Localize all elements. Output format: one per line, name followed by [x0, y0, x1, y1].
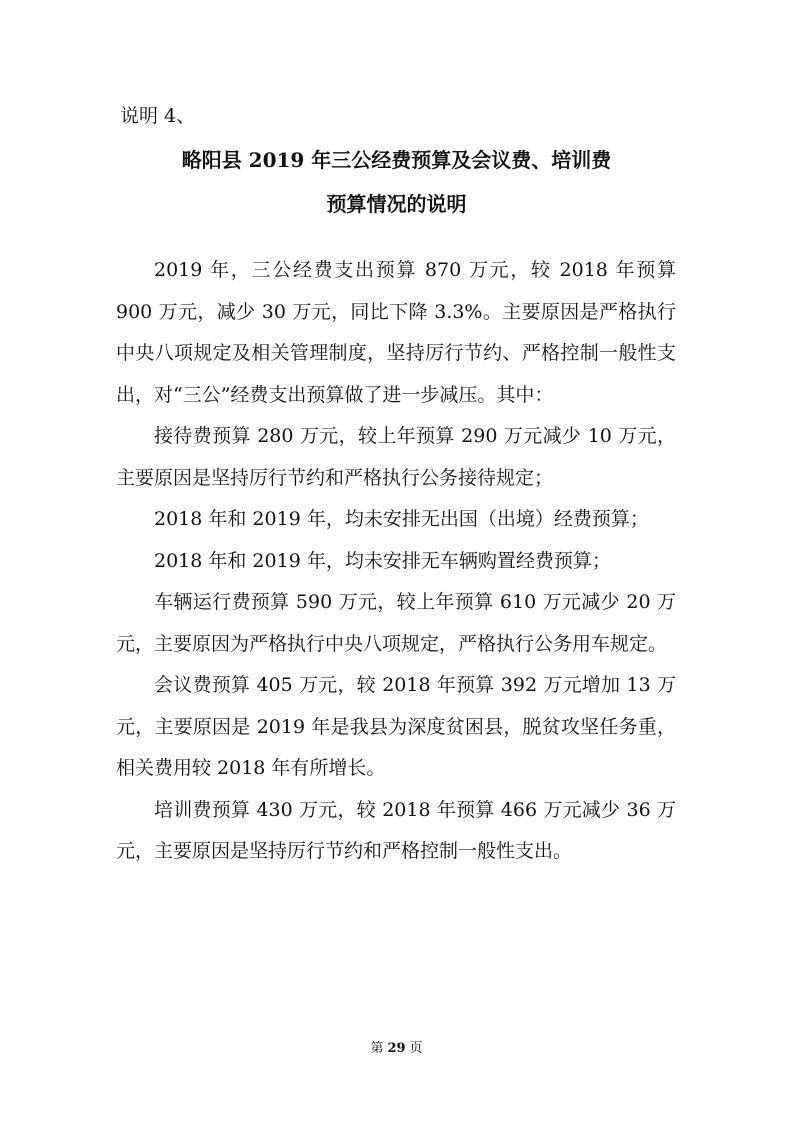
paragraph-vehicle-operation: 车辆运行费预算 590 万元，较上年预算 610 万元减少 20 万元，主要原因为严格执行中央八项规定，严格执行公务用车规定。: [116, 591, 676, 655]
page-number: 29: [387, 1041, 406, 1056]
paragraph-vehicle-purchase: 2018 年和 2019 年，均未安排无车辆购置经费预算；: [154, 549, 611, 572]
document-body: [116, 250, 676, 873]
paragraph-overview: 2019 年，三公经费支出预算 870 万元，较 2018 年预算 900 万元，减少 30 万元，同比下降 3.3%。主要原因是严格执行中央八项规定及相关管理制度，坚持厉行节约、严格控制一般性支出，对“三公”经费支出预算做了进一步减压。其中：: [116, 259, 676, 406]
paragraph-reception: 接待费预算 280 万元，较上年预算 290 万元减少 10 万元，主要原因是坚持厉行节约和严格执行公务接待规定；: [116, 425, 676, 489]
section-label: 说明 4、: [120, 105, 196, 127]
document-title-line-1: 略阳县 2019 年三公经费预算及会议费、培训费: [181, 148, 612, 172]
document-title-line-2: 预算情况的说明: [326, 192, 467, 216]
paragraph-training: 培训费预算 430 万元，较 2018 年预算 466 万元减少 36 万元，主要原因是坚持厉行节约和严格控制一般性支出。: [116, 798, 676, 862]
paragraph-overseas: 2018 年和 2019 年，均未安排无出国（出境）经费预算；: [154, 508, 649, 530]
footer-prefix: 第: [370, 1041, 384, 1056]
paragraph-meeting: 会议费预算 405 万元，较 2018 年预算 392 万元增加 13 万元，主要原因是 2019 年是我县为深度贫困县，脱贫攻坚任务重，相关费用较 2018 年有所增长。: [116, 674, 676, 779]
footer-suffix: 页: [409, 1041, 423, 1056]
page-footer: [0, 1040, 793, 1058]
